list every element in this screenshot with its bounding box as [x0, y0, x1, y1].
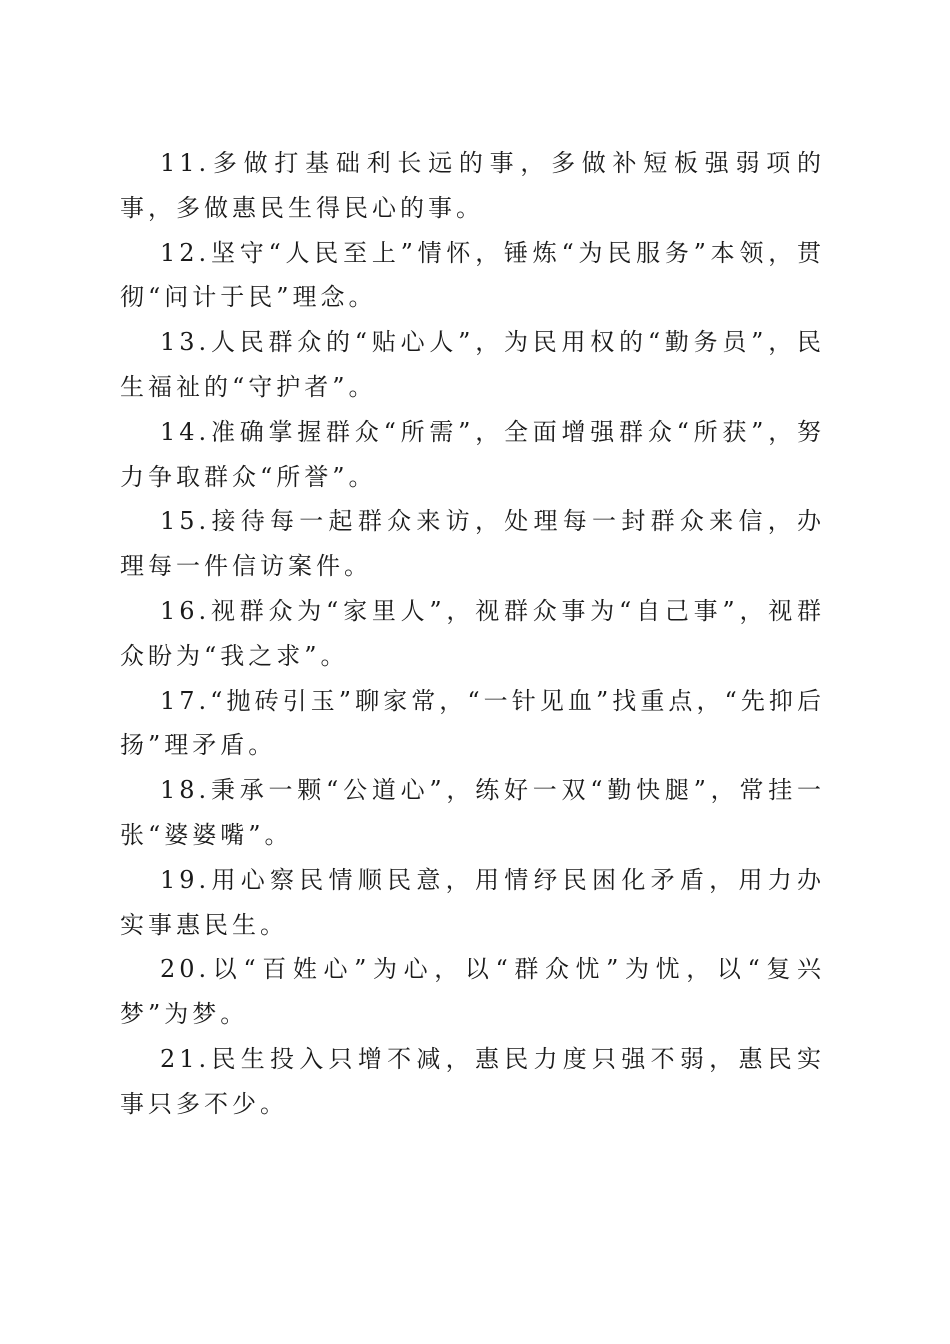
- paragraph-21: 21.民生投入只增不减，惠民力度只强不弱，惠民实事只多不少。: [120, 1044, 825, 1118]
- paragraph-19: 19.用心察民情顺民意，用情纾民困化矛盾，用力办实事惠民生。: [120, 865, 825, 939]
- paragraph-20: 20.以“百姓心”为心，以“群众忧”为忧，以“复兴梦”为梦。: [120, 955, 825, 1029]
- paragraph-12: 12.坚守“人民至上”情怀，锤炼“为民服务”本领，贯彻“问计于民”理念。: [120, 238, 825, 312]
- paragraph-13: 13.人民群众的“贴心人”，为民用权的“勤务员”，民生福祉的“守护者”。: [120, 328, 825, 401]
- paragraph-16: 16.视群众为“家里人”，视群众事为“自己事”，视群众盼为“我之求”。: [120, 596, 825, 670]
- document-body: [120, 141, 825, 1127]
- paragraph-11: 11.多做打基础利长远的事，多做补短板强弱项的事，多做惠民生得民心的事。: [120, 149, 825, 222]
- paragraph-15: 15.接待每一起群众来访，处理每一封群众来信，办理每一件信访案件。: [120, 507, 825, 581]
- paragraph-14: 14.准确掌握群众“所需”，全面增强群众“所获”，努力争取群众“所誉”。: [120, 417, 825, 491]
- paragraph-17: 17.“抛砖引玉”聊家常，“一针见血”找重点，“先抑后扬”理矛盾。: [120, 686, 825, 760]
- paragraph-18: 18.秉承一颗“公道心”，练好一双“勤快腿”，常挂一张“婆婆嘴”。: [120, 776, 825, 849]
